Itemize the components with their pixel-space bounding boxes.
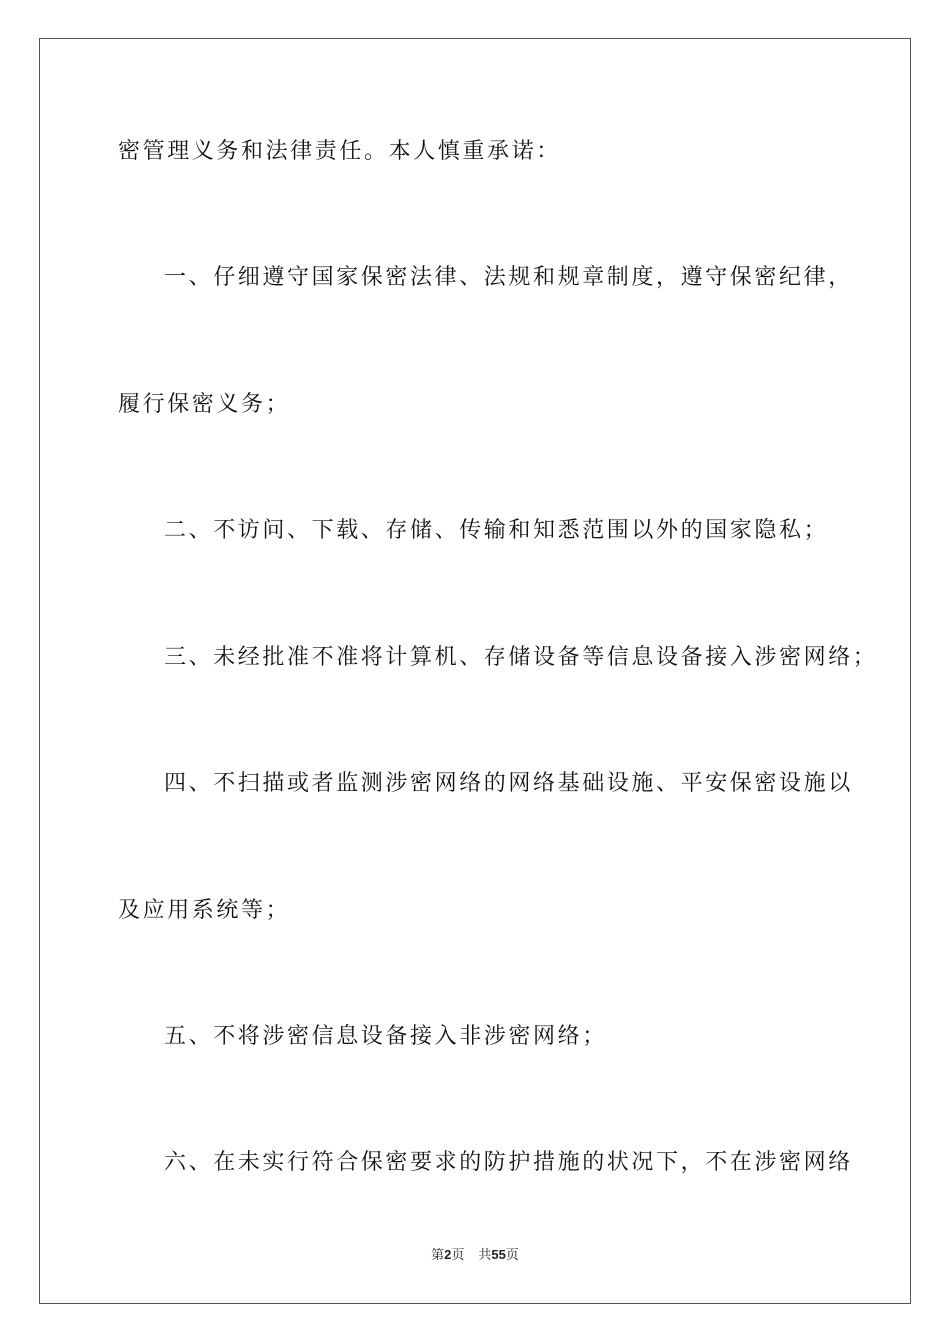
text-line-5: 三、未经批准不准将计算机、存储设备等信息设备接入涉密网络； xyxy=(164,645,878,670)
footer-total-pages: 55 xyxy=(491,1247,506,1262)
footer-page-prefix: 第 xyxy=(431,1248,445,1263)
text-line-6: 四、不扫描或者监测涉密网络的网络基础设施、平安保密设施以 xyxy=(164,771,853,796)
text-line-7: 及应用系统等； xyxy=(118,898,291,923)
footer-total-prefix: 共 xyxy=(478,1248,492,1263)
text-line-1: 密管理义务和法律责任。本人慎重承诺： xyxy=(118,139,561,164)
text-line-9: 六、在未实行符合保密要求的防护措施的状况下，不在涉密网络 xyxy=(164,1150,853,1175)
text-line-4: 二、不访问、下载、存储、传输和知悉范围以外的国家隐私； xyxy=(164,518,829,543)
text-line-8: 五、不将涉密信息设备接入非涉密网络； xyxy=(164,1024,607,1049)
footer-page-suffix: 页 xyxy=(451,1248,465,1263)
footer-total-suffix: 页 xyxy=(505,1248,519,1263)
footer-page-number: 2 xyxy=(444,1247,452,1262)
text-line-2: 一、仔细遵守国家保密法律、法规和规章制度，遵守保密纪律， xyxy=(164,265,853,290)
page-footer xyxy=(0,1246,950,1265)
text-line-3: 履行保密义务； xyxy=(118,392,291,417)
